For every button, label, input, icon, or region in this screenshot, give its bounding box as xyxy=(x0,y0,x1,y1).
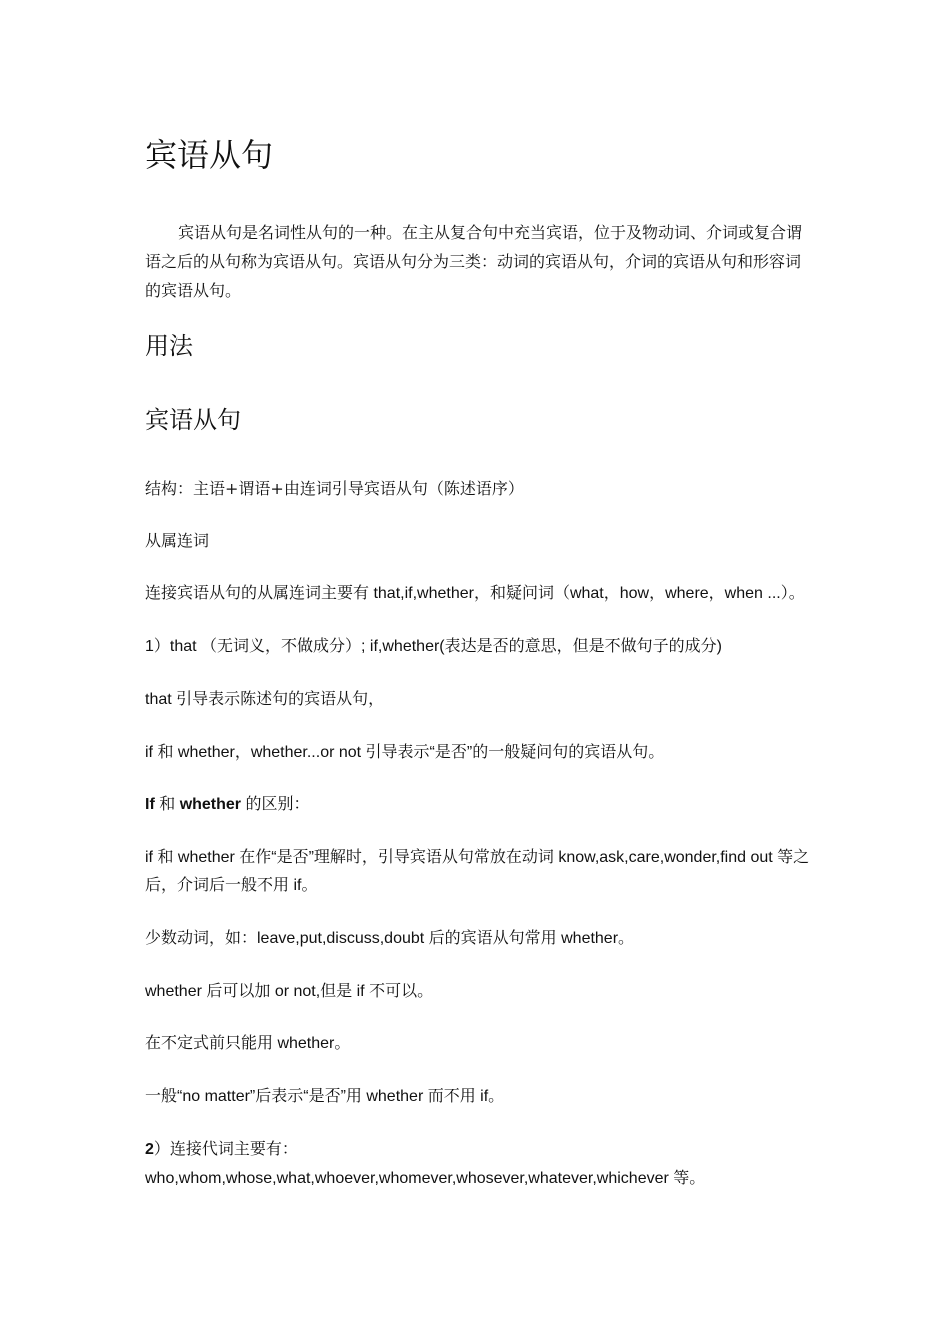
rule-5-paragraph: 一般“no matter”后表示“是否”用 whether 而不用 if。 xyxy=(145,1088,505,1105)
intro-paragraph: 宾语从句是名词性从句的一种。在主从复合句中充当宾语，位于及物动词、介词或复合谓语之后的从句称为宾语从句。宾语从句分为三类：动词的宾语从句，介词的宾语从句和形容词的宾语从句。 xyxy=(145,223,803,300)
item-1-paragraph: 1）that （无词义，不做成分）; if,whether(表达是否的意思，但是不做句子的成分) xyxy=(145,638,722,655)
item-2-number: 2 xyxy=(145,1141,154,1158)
difference-and: 和 xyxy=(154,796,180,813)
difference-tail: 的区别： xyxy=(241,796,310,813)
rule-4-paragraph: 在不定式前只能用 whether。 xyxy=(145,1035,351,1052)
difference-whether: whether xyxy=(179,796,242,813)
rule-2-paragraph: 少数动词，如：leave,put,discuss,doubt 后的宾语从句常用 whether。 xyxy=(145,930,635,947)
heading-object-clause: 宾语从句 xyxy=(145,406,241,434)
item-2-heading xyxy=(145,1136,810,1164)
difference-heading xyxy=(145,791,810,819)
pronouns-list: who,whom,whose,what,whoever,whomever,whosever,whatever,whichever 等。 xyxy=(145,1170,706,1187)
item-2-text: ）连接代词主要有： xyxy=(153,1141,298,1158)
that-paragraph: that 引导表示陈述句的宾语从句， xyxy=(145,691,385,708)
structure-paragraph: 结构：主语+谓语+由连词引导宾语从句（陈述语序） xyxy=(145,479,524,498)
difference-if: If xyxy=(145,796,155,813)
heading-usage: 用法 xyxy=(145,332,193,360)
rule-1-paragraph: if 和 whether 在作“是否”理解时，引导宾语从句常放在动词 know,ask,care,wonder,find out 等之后，介词后一般不用 if。 xyxy=(145,849,810,894)
conjunction-intro-paragraph: 连接宾语从句的从属连词主要有 that,if,whether，和疑问词（what，how，where，when ...）。 xyxy=(145,585,805,602)
subordinate-conjunction-label: 从属连词 xyxy=(145,531,210,550)
if-whether-paragraph: if 和 whether，whether...or not 引导表示“是否”的一般疑问句的宾语从句。 xyxy=(145,744,665,761)
rule-3-paragraph: whether 后可以加 or not,但是 if 不可以。 xyxy=(145,983,434,1000)
page-title: 宾语从句 xyxy=(145,136,274,174)
